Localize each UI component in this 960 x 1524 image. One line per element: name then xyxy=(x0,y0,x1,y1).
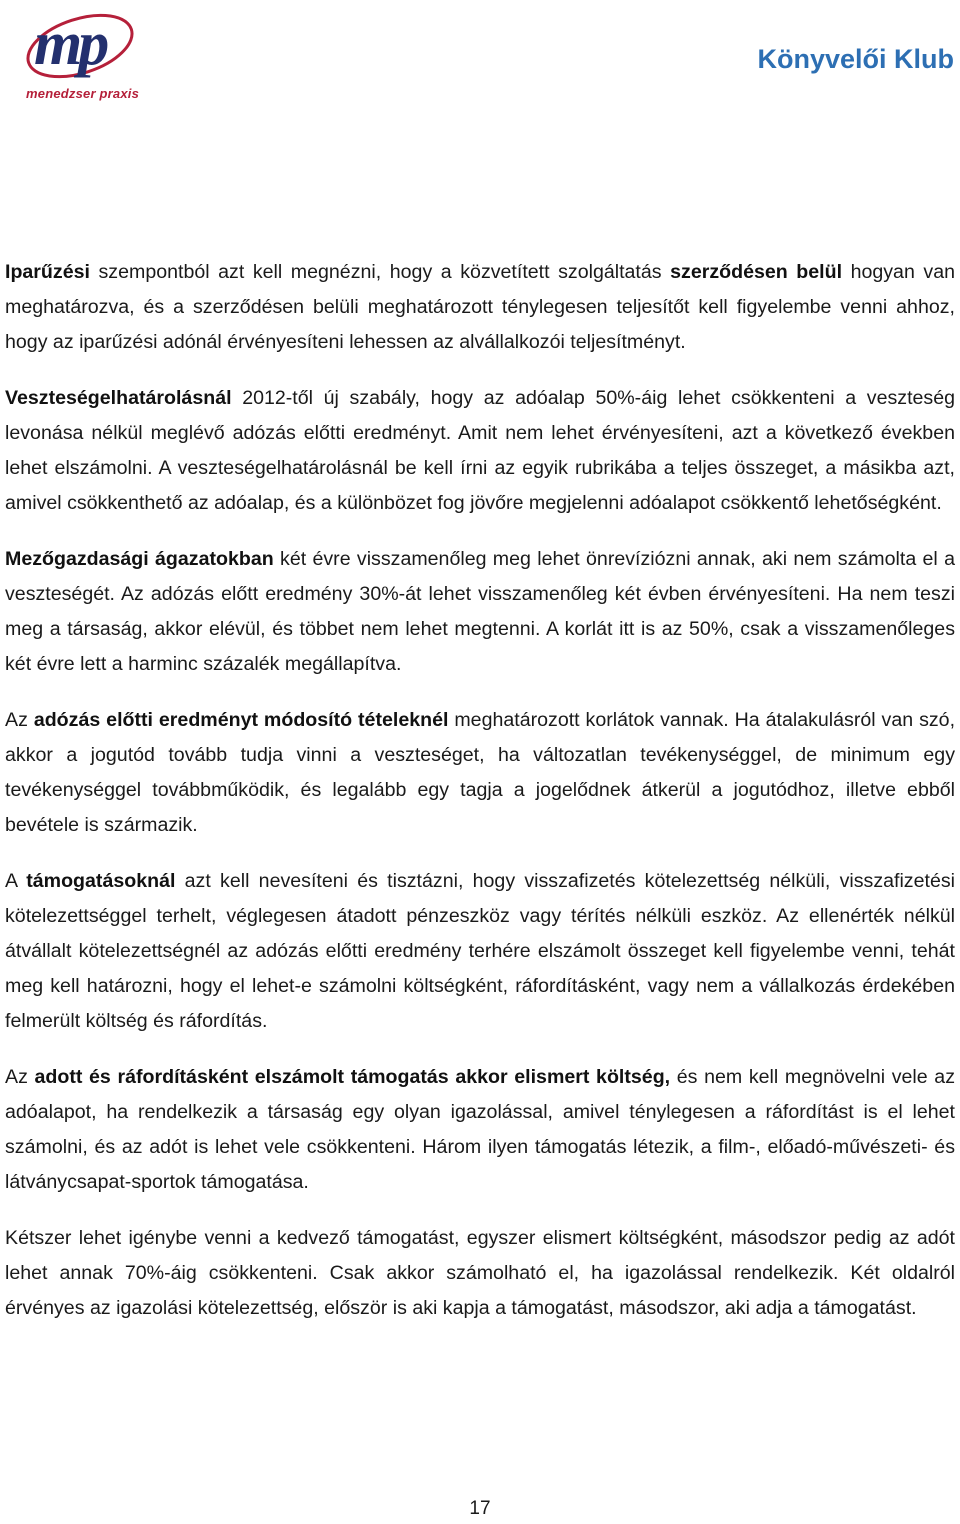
bold-term: Veszteségelhatárolásnál xyxy=(5,387,232,409)
text-run: A xyxy=(5,870,27,892)
bold-term: adózás előtti eredményt módosító tételeknél xyxy=(33,709,449,731)
text-run: Az xyxy=(5,1066,35,1088)
bold-term: adott és ráfordításként elszámolt támogatás akkor elismert költség, xyxy=(34,1066,671,1088)
bold-term: támogatásoknál xyxy=(26,870,176,892)
text-run: Kétszer lehet igénybe venni a kedvező támogatást, egyszer elismert költségként, másodszor pedig az adót lehet annak 70%-áig csökkenteni. Csak akkor számolható el, ha igazolással rendelkezik. Két oldalról érvényes az igazolási kötelezettség, először is aki kapja a támogatást, másodszor, aki adja a támogatást. xyxy=(5,1227,955,1319)
bold-term: szerződésen belül xyxy=(670,261,843,283)
text-run: meghatározott korlátok vannak. Ha átalakulásról van szó, akkor a jogutód tovább tudja vinni a veszteséget, ha változatlan tevékenységgel, de minimum egy tevékenységgel továbbműködik, és legalább egy tagja a jogelődnek átkerül a jogutódhoz, illetve ebből bevétele is származik. xyxy=(5,709,956,836)
text-run: és nem kell megnövelni vele az adóalapot, ha rendelkezik a társaság egy olyan igazolással, amivel ténylegesen a ráfordítást is el lehet számolni, és az adót is lehet vele csökkenteni. Három ilyen támogatás létezik, a film-, előadó-művészeti- és látványcsapat-sportok támogatása. xyxy=(5,1066,956,1193)
text-run: szempontból azt kell megnézni, hogy a közvetített szolgáltatás xyxy=(89,261,671,283)
paragraph xyxy=(5,703,955,843)
text-run: Az xyxy=(5,709,34,731)
text-run: hogyan van meghatározva, és a szerződésen belüli meghatározott ténylegesen teljesítőt kell figyelembe venni ahhoz, hogy az iparűzési adónál érvényesíteni lehessen az alvállalkozói teljesítményt. xyxy=(5,261,955,353)
club-title: Könyvelői Klub xyxy=(757,44,954,74)
paragraph xyxy=(5,864,955,1039)
svg-text:mp: mp xyxy=(34,10,106,78)
paragraph xyxy=(5,381,955,521)
page-header xyxy=(0,0,960,120)
page-number: 17 xyxy=(469,1498,491,1519)
paragraph xyxy=(5,1060,955,1200)
paragraph xyxy=(5,1221,955,1326)
paragraph xyxy=(5,255,955,360)
document-body xyxy=(5,255,955,1347)
logo-text: menedzser praxis xyxy=(26,86,140,101)
bold-term: Mezőgazdasági ágazatokban xyxy=(5,548,274,570)
text-run: két évre visszamenőleg meg lehet önrevíziózni annak, aki nem számolta el a veszteségét. Az adózás előtt eredmény 30%-át lehet visszamenőleg két évben érvényesíteni. Ha nem teszi meg a társaság, akkor elévül, és többet nem lehet megtenni. A korlát itt is az 50%, csak a visszamenőleges két évre lett a harminc százalék megállapítva. xyxy=(5,548,955,675)
bold-term: Iparűzési xyxy=(5,261,90,283)
text-run: azt kell nevesíteni és tisztázni, hogy visszafizetés kötelezettség nélküli, visszafizetési kötelezettséggel terhelt, véglegesen átadott pénzeszköz vagy térítés nélküli eszköz. Az ellenérték nélkül átvállalt kötelezettségnél az adózás előtti eredmény terhére elszámolt összeget kell figyelembe venni, tehát meg kell határozni, hogy el lehet-e számolni költségként, ráfordításként, vagy nem a vállalkozás érdekében felmerült költség és ráfordítás. xyxy=(5,870,955,1032)
menedzser-praxis-logo xyxy=(22,6,172,110)
text-run: 2012-től új szabály, hogy az adóalap 50%-áig lehet csökkenteni a veszteség levonása nélkül meglévő adózás előtti eredményt. Amit nem lehet érvényesíteni, azt a következő években lehet elszámolni. A veszteségelhatárolásnál be kell írni az egyik rubrikába a teljes összeget, a másikba azt, amivel csökkenthető az adóalap, és a különbözet fog jövőre megjelenni adóalapot csökkentő lehetőségként. xyxy=(5,387,955,514)
mp-logo-icon xyxy=(22,6,172,86)
paragraph xyxy=(5,542,955,682)
